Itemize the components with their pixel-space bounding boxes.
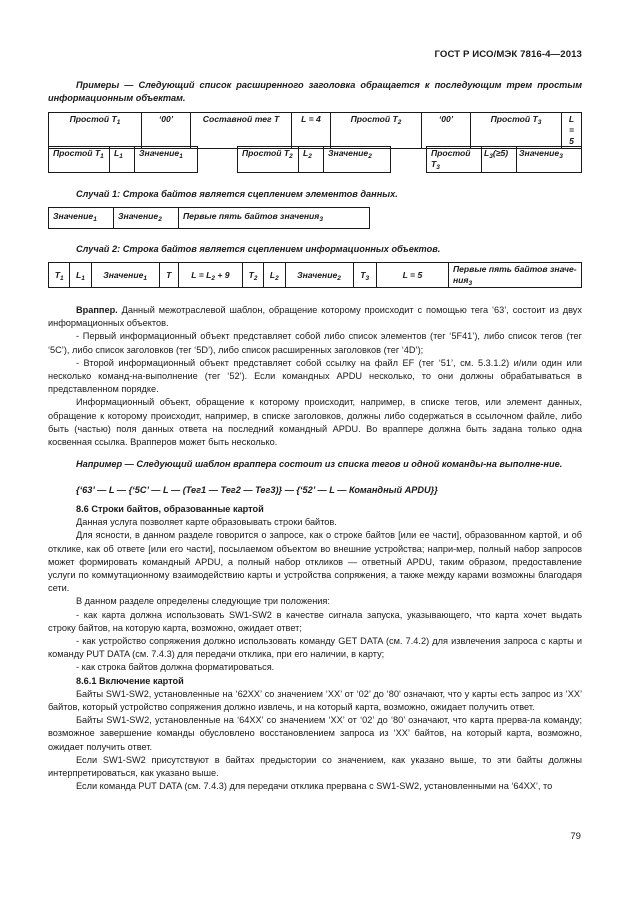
cell-value-2: Значение$_2$ xyxy=(324,147,391,173)
section-8-6-p3: В данном разделе определены следующие три положения: xyxy=(76,596,330,607)
section-8-6-bullet-2: - как устройство сопряжения должно использовать команду GET DATA (см. 7.4.2) для извлечения запроса с карты и команду PUT DATA (см. 7.4.3) для передачи отклика, при его наличии, в карту; xyxy=(48,636,582,660)
paragraph-first-object: - Первый информационный объект представляет собой либо список элементов (тег ‘5F41’), либо список тегов (тег ‘5C’), либо список заголовков (тег ‘5D’), либо список расширенных заголовков (тег ‘4D’); xyxy=(48,331,582,355)
section-8-6-bullet-1: - как карта должна использовать SW1-SW2 в качестве сигнала запуска, указывающего, что карта хочет выдать строку байтов, на которую карта, возможно, ожидает ответ; xyxy=(48,609,582,633)
cell-l3: $L_3(\ge 5)$ xyxy=(482,147,517,173)
cell-l4: L = 4 xyxy=(292,113,331,149)
section-8-6-1-title: 8.6.1 Включение картой xyxy=(76,675,184,686)
wrapper-term: Враппер. xyxy=(76,305,118,315)
cell-l1: $L_1$ xyxy=(70,263,91,288)
cell-value-2: Значение$_2$ xyxy=(285,263,353,288)
cell-simple-3: Простой $T_3$ xyxy=(427,147,482,173)
cell-compound-tag: Составной тег T xyxy=(191,113,292,149)
cell-t: T xyxy=(159,263,178,288)
cell-00-b: ‘00’ xyxy=(422,113,471,149)
body-section-2 xyxy=(48,503,582,793)
body-section-1 xyxy=(48,304,582,449)
section-8-6-p1: Данная услуга позволяет карте образовывать строки байтов. xyxy=(76,517,337,528)
cell-t1: $T_1$ xyxy=(49,263,70,288)
section-8-6-1-p3: Если SW1-SW2 присутствуют в байтах предыстории со значением, как указано выше, то эти байты должны интерпретироваться, как указано выше. xyxy=(48,754,582,779)
cell-value-1: Значение$_1$ xyxy=(135,147,198,173)
cell-simple-t3: Простой $T_3$ xyxy=(471,113,562,149)
section-8-6-bullet-3: - как строка байтов должна форматироваться. xyxy=(76,662,275,673)
section-8-6-1-p1: Байты SW1-SW2, установленные на ‘62XX’ со значением ‘XX’ от ‘02’ до ‘80’ означают, что у карты есть запрос из ‘XX’ байтов, который устройство сопряжения должно извлечь, и на который карта, возможно, ожидает получить ответ. xyxy=(48,688,582,713)
cell-l-eq-l2-plus-9: $L = L_2 + 9$ xyxy=(178,263,242,288)
cell-l5: L = 5 xyxy=(562,113,582,149)
extended-header-table xyxy=(48,112,582,149)
simple-object-3-table xyxy=(426,146,582,173)
cell-first-five-bytes: Первые пять байтов значе- ния$_3$ xyxy=(448,263,581,288)
cell-simple-2: Простой $T_2$ xyxy=(238,147,299,173)
cell-l1: $L_1$ xyxy=(110,147,135,173)
section-8-6-title: 8.6 Строки байтов, образованные картой xyxy=(76,504,264,514)
case-1-caption: Случай 1: Строка байтов является сцеплением элементов данных. xyxy=(76,189,398,199)
cell-simple-t2: Простой $T_2$ xyxy=(331,113,422,149)
cell-t2: $T_2$ xyxy=(242,263,263,288)
cell-l-eq-5: L = 5 xyxy=(376,263,448,288)
example-extended-header: Примеры — Следующий список расширенного заголовка обращается к последующим трем простым информационным объектам. xyxy=(48,80,582,104)
cell-first-five-bytes: Первые пять байтов значения$_3$ xyxy=(179,208,370,229)
cell-00-a: ‘00’ xyxy=(142,113,191,149)
paragraph-info-object: Информационный объект, обращение к которому происходит, например, в списке тегов, или элемент данных, обращение к которому происходит, например, в списке заголовков, должны либо содержаться в ссылочном файле, либо быть (частью) поля данных ответа на последний командный APDU. Во враппере должна быть задана только одна косвенная ссылка. Врапперов может быть несколько. xyxy=(48,397,582,448)
paragraph-second-object: - Второй информационный объект представляет собой ссылку на файл EF (тег ‘51’, см. 5.3.1.2) и/или один или несколько команд-на-выполнение (тег ‘52’). Если командных APDU несколько, то они должны обрабатываться в представленном порядке. xyxy=(48,357,582,395)
section-8-6-1-p4: Если команда PUT DATA (см. 7.4.3) для передачи отклика прервана с SW1-SW2, установленными на ‘64XX’, то xyxy=(76,781,553,792)
cell-value-2: Значение$_2$ xyxy=(114,208,179,229)
case-1-table xyxy=(48,207,370,229)
cell-l2: $L_2$ xyxy=(264,263,285,288)
simple-object-2-table xyxy=(237,146,391,173)
section-8-6-1-p2: Байты SW1-SW2, установленные на ‘64XX’ со значением ‘XX’ от ‘02’ до ‘80’ означают, что карта прерва-ла команду; возможное завершение команды обусловлено восстановлением запроса из ‘XX’ байтов, на который карта, возможно, ожидает получить ответ. xyxy=(48,715,582,752)
example-wrapper-template: Например — Следующий шаблон враппера состоит из списка тегов и одной команды-на выполне-ние. xyxy=(76,459,563,469)
cell-value-1: Значение$_1$ xyxy=(91,263,159,288)
standard-header: ГОСТ Р ИСО/МЭК 7816-4—2013 xyxy=(434,49,582,60)
page-number: 79 xyxy=(570,831,581,842)
case-2-caption: Случай 2: Строка байтов является сцеплением информационных объектов. xyxy=(76,244,441,254)
cell-value-3: Значение$_3$ xyxy=(517,147,582,173)
example-wrapper-code: {‘63’ — L — {‘5C’ — L — (Тег1 — Тег2 — Тег3)} — {‘52’ — L — Командный APDU}} xyxy=(76,485,438,495)
simple-object-1-table xyxy=(48,146,198,173)
section-8-6-p2: Для ясности, в данном разделе говорится о запросе, как о строке байтов [или ее части], образованном картой, и об отклике, как об ответе [или его части], посылаемом объектом во внешние устройства; напри-мер, полный набор запросов может формировать командный APDU, а полный набор откликов — ответный APDU, таким образом, предоставление услуги по коммутационному взаимодействию карты и устройства сопряжения, а также между карами возможны благодаря сети. xyxy=(48,530,582,594)
case-2-table xyxy=(48,262,582,288)
wrapper-paragraph: Враппер. Данный межотраслевой шаблон, обращение которому происходит с помощью тега ‘63’, состоит из двух информационных объектов. xyxy=(48,305,582,329)
cell-t3: $T_3$ xyxy=(353,263,376,288)
cell-l2: $L_2$ xyxy=(299,147,324,173)
cell-simple-t1: Простой $T_1$ xyxy=(49,113,142,149)
cell-simple-1: Простой $T_1$ xyxy=(49,147,110,173)
cell-value-1: Значение$_1$ xyxy=(49,208,114,229)
